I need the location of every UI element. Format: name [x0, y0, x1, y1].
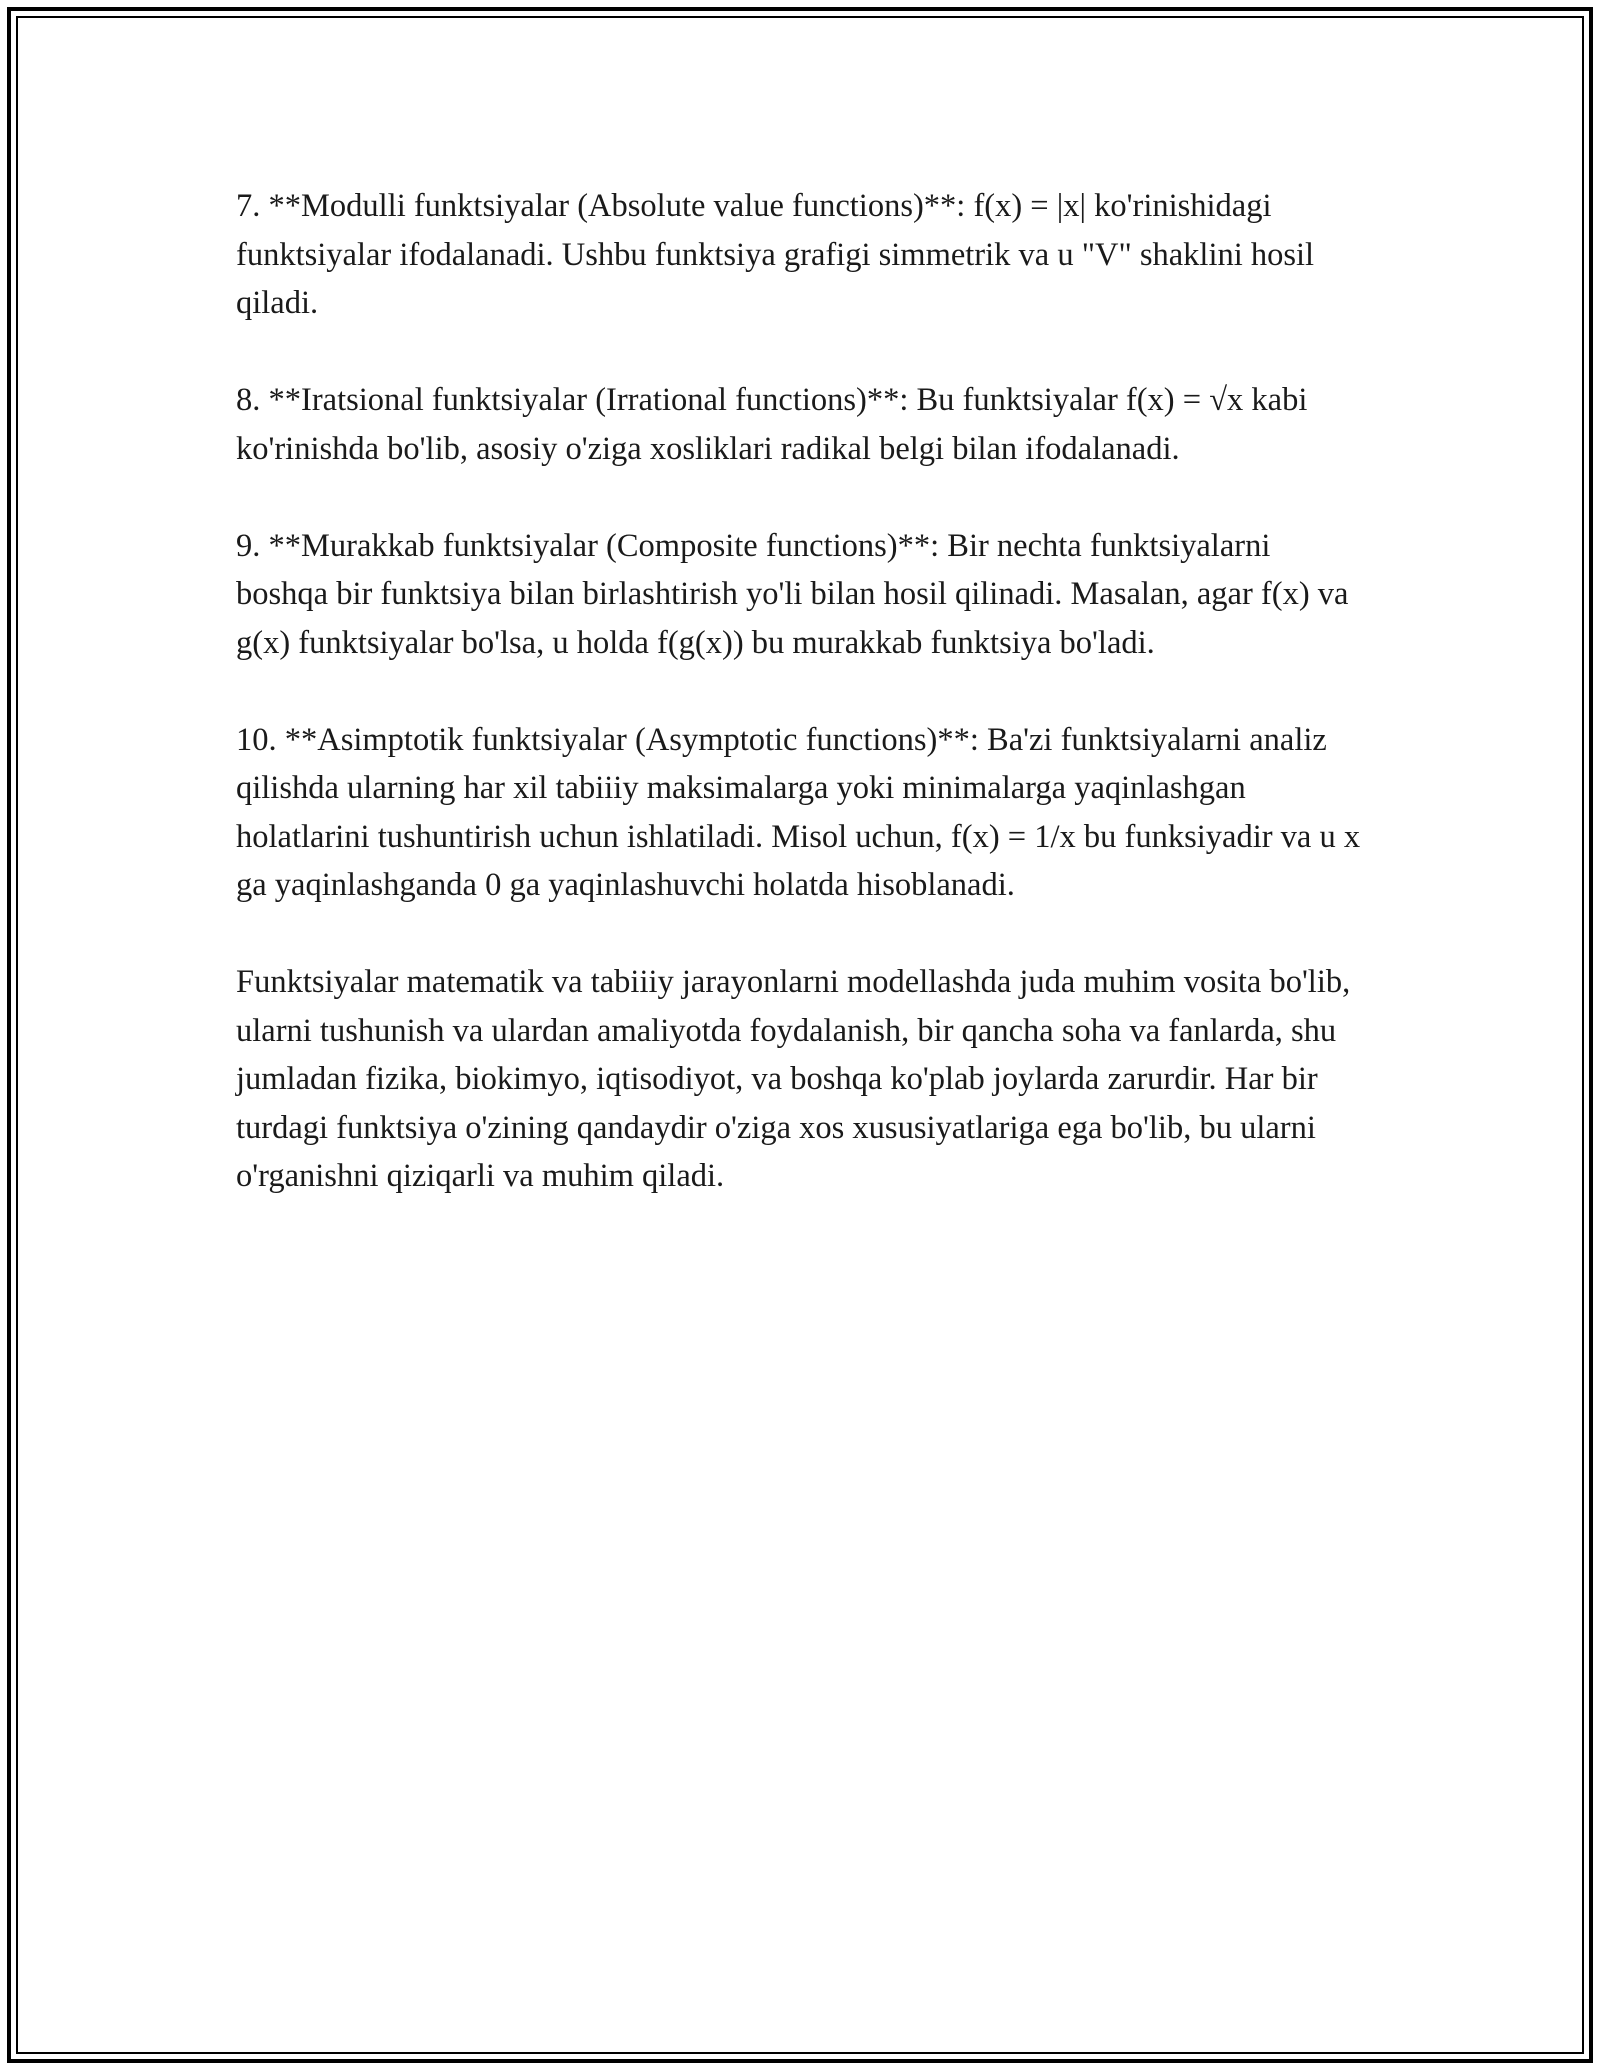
paragraph-iratsional-funktsiyalar: 8. **Iratsional funktsiyalar (Irrational functions)**: Bu funktsiyalar f(x) = √x kabi ko'rinishda bo'lib, asosiy o'ziga xosliklari radikal belgi bilan ifodalanadi. [236, 382, 1308, 467]
paragraph-murakkab-funktsiyalar: 9. **Murakkab funktsiyalar (Composite functions)**: Bir nechta funktsiyalarni boshqa bir funktsiya bilan birlashtirish yo'li bilan hosil qilinadi. Masalan, agar f(x) va g(x) funktsiyalar bo'lsa, u holda f(g(x)) bu murakkab funktsiya bo'ladi. [236, 527, 1349, 661]
paragraph-conclusion: Funktsiyalar matematik va tabiiiy jarayonlarni modellashda juda muhim vosita bo'lib, ularni tushunish va ulardan amaliyotda foydalanish, bir qancha soha va fanlarda, shu jumladan fizika, biokimyo, iqtisodiyot, va boshqa ko'plab joylarda zarurdir. Har bir turdagi funktsiya o'zining qandaydir o'ziga xos xususiyatlariga ega bo'lib, bu ularni o'rganishni qiziqarli va muhim qiladi. [236, 964, 1351, 1194]
paragraph-asimptotik-funktsiyalar: 10. **Asimptotik funktsiyalar (Asymptotic functions)**: Ba'zi funktsiyalarni analiz qilishda ularning har xil tabiiiy maksimalarga yoki minimalarga yaqinlashgan holatlarini tushuntirish uchun ishlatiladi. Misol uchun, f(x) = 1/x bu funksiyadir va u x ga yaqinlashganda 0 ga yaqinlashuvchi holatda hisoblanadi. [236, 721, 1361, 903]
document-body [236, 182, 1366, 1249]
paragraph-modulli-funktsiyalar: 7. **Modulli funktsiyalar (Absolute value functions)**: f(x) = |x| ko'rinishidagi funktsiyalar ifodalanadi. Ushbu funktsiya grafigi simmetrik va u "V" shaklini hosil qiladi. [236, 188, 1315, 321]
